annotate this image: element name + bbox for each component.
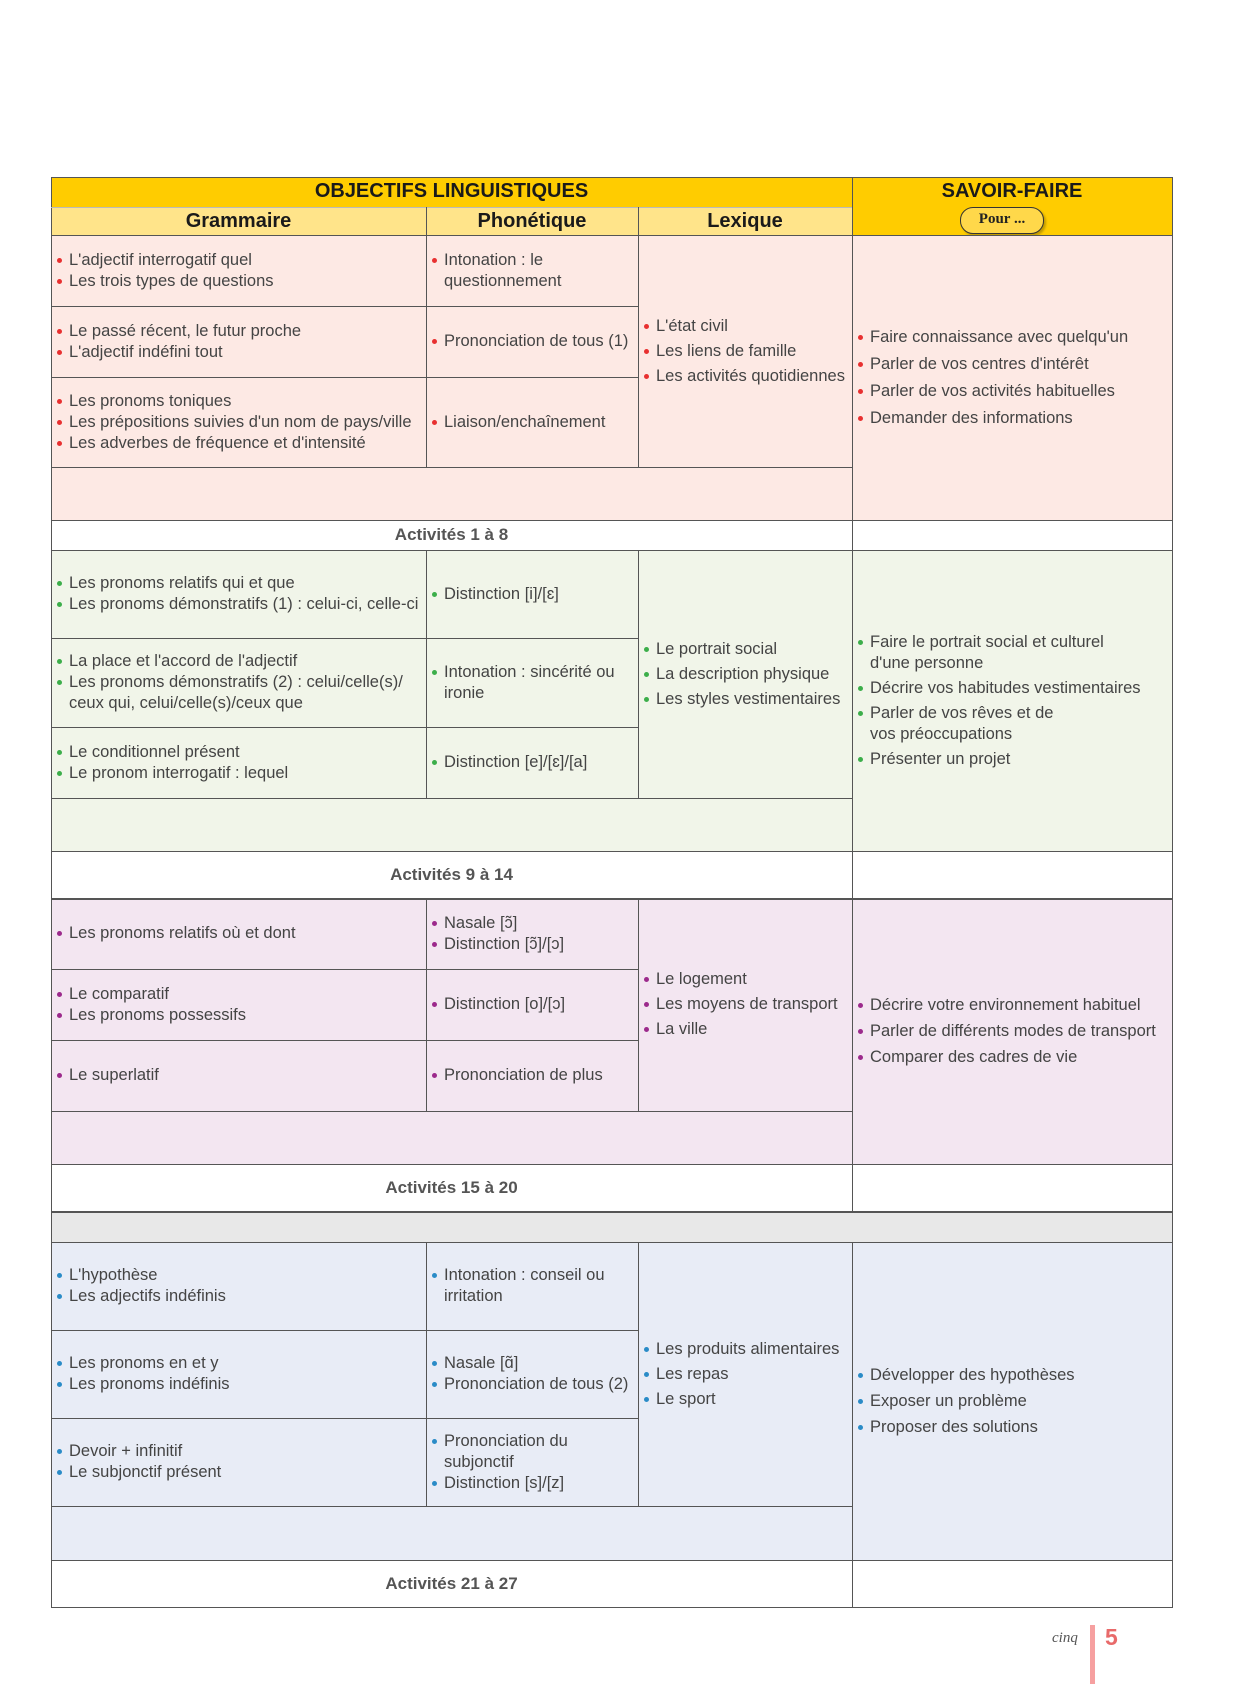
s3-phonetique-row-1 [426, 898, 638, 969]
list-item: Les adjectifs indéfinis [57, 1286, 426, 1307]
list-item: Les pronoms indéfinis [57, 1374, 426, 1395]
section-4-header-band [51, 1212, 1172, 1242]
list-item: Présenter un projet [858, 749, 1172, 770]
list-item: Distinction [o]/[ɔ] [432, 994, 638, 1015]
list-item: Distinction [e]/[ɛ]/[a] [432, 752, 638, 773]
list-item: Parler de vos rêves et de vos préoccupations [858, 703, 1070, 745]
list-item: Nasale [ɑ̃] [432, 1353, 638, 1374]
list-item: Proposer des solutions [858, 1414, 1172, 1440]
s1-phonetique-row-3 [426, 377, 638, 467]
column-header-grammaire: Grammaire [185, 210, 292, 232]
pour-badge: Pour ... [960, 207, 1044, 234]
activites-label: Activités 15 à 20 [385, 1177, 518, 1197]
list-item: Le conditionnel présent [57, 742, 426, 763]
s2-grammaire-row-1 [51, 550, 426, 638]
list-item: Intonation : conseil ou irritation [432, 1265, 614, 1307]
list-item: Les trois types de questions [57, 271, 426, 292]
s3-grammaire-row-1 [51, 898, 426, 969]
header-savoir-faire-title: SAVOIR-FAIRE [941, 180, 1083, 202]
list-item: Exposer un problème [858, 1388, 1172, 1414]
list-item: Les styles vestimentaires [644, 687, 852, 712]
list-item: L'hypothèse [57, 1265, 426, 1286]
list-item: Parler de vos activités habituelles [858, 378, 1172, 405]
list-item: Les moyens de transport [644, 992, 852, 1017]
s3-lexique [638, 898, 852, 1111]
list-item: La ville [644, 1017, 852, 1042]
list-item: Les liens de famille [644, 339, 852, 364]
activites-label: Activités 1 à 8 [394, 525, 509, 544]
s2-phonetique-row-1 [426, 550, 638, 638]
s4-phonetique-row-3 [426, 1418, 638, 1506]
activites-label: Activités 9 à 14 [390, 864, 513, 884]
list-item: Les pronoms toniques [57, 391, 426, 412]
footer-divider [1090, 1625, 1095, 1684]
list-item: Le pronom interrogatif : lequel [57, 763, 426, 784]
list-item: Liaison/enchaînement [432, 412, 638, 433]
list-item: Faire le portrait social et culturel d'une personne [858, 632, 1130, 674]
s4-savoir-faire [852, 1242, 1172, 1560]
s1-savoir-faire [852, 235, 1172, 520]
list-item: Intonation : le questionnement [432, 250, 584, 292]
list-item: Distinction [s]/[z] [432, 1473, 638, 1494]
list-item: Décrire vos habitudes vestimentaires [858, 678, 1172, 699]
list-item: La place et l'accord de l'adjectif [57, 651, 426, 672]
page-number: 5 [1105, 1624, 1118, 1650]
list-item: Le superlatif [57, 1065, 426, 1086]
s4-phonetique-row-1 [426, 1242, 638, 1330]
page-number-word: cinq [1052, 1630, 1078, 1646]
list-item: L'état civil [644, 314, 852, 339]
list-item: Les prépositions suivies d'un nom de pays/ville [57, 412, 426, 433]
list-item: Développer des hypothèses [858, 1362, 1172, 1388]
list-item: Parler de vos centres d'intérêt [858, 351, 1172, 378]
list-item: Le passé récent, le futur proche [57, 321, 426, 342]
s2-grammaire-row-3 [51, 727, 426, 798]
list-item: Prononciation de tous (2) [432, 1374, 638, 1395]
list-item: Devoir + infinitif [57, 1441, 426, 1462]
s1-phonetique-row-2 [426, 306, 638, 377]
s1-grammaire-row-3 [51, 377, 426, 467]
s3-grammaire-row-3 [51, 1040, 426, 1111]
list-item: Décrire votre environnement habituel [858, 992, 1172, 1018]
list-item: Demander des informations [858, 405, 1172, 432]
s4-grammaire-row-2 [51, 1330, 426, 1418]
s3-phonetique-row-3 [426, 1040, 638, 1111]
list-item: Prononciation du subjonctif [432, 1431, 574, 1473]
list-item: L'adjectif indéfini tout [57, 342, 426, 363]
list-item: Les pronoms en et y [57, 1353, 426, 1374]
list-item: Nasale [ɔ̃] [432, 913, 638, 934]
list-item: Les pronoms possessifs [57, 1005, 426, 1026]
s2-savoir-faire [852, 550, 1172, 851]
s1-lexique [638, 235, 852, 467]
list-item: Distinction [ɔ̃]/[ɔ] [432, 934, 638, 955]
list-item: Parler de différents modes de transport [858, 1018, 1172, 1044]
list-item: Les repas [644, 1362, 852, 1387]
list-item: Les produits alimentaires [644, 1337, 852, 1362]
list-item: Prononciation de plus [432, 1065, 638, 1086]
s2-phonetique-row-3 [426, 727, 638, 798]
column-header-phonetique: Phonétique [477, 210, 587, 232]
list-item: Les pronoms relatifs qui et que [57, 573, 426, 594]
list-item: Les pronoms démonstratifs (1) : celui-ci, celle-ci [57, 594, 426, 615]
list-item: Le comparatif [57, 984, 426, 1005]
list-item: Distinction [i]/[ɛ] [432, 584, 638, 605]
list-item: Les pronoms relatifs où et dont [57, 923, 426, 944]
list-item: La description physique [644, 662, 852, 687]
s2-grammaire-row-2 [51, 638, 426, 727]
list-item: Les activités quotidiennes [644, 364, 852, 389]
s3-grammaire-row-2 [51, 969, 426, 1040]
list-item: L'adjectif interrogatif quel [57, 250, 426, 271]
s3-savoir-faire [852, 898, 1172, 1164]
s4-phonetique-row-2 [426, 1330, 638, 1418]
header-objectifs-title: OBJECTIFS LINGUISTIQUES [314, 180, 589, 202]
s4-lexique [638, 1242, 852, 1506]
list-item: Faire connaissance avec quelqu'un [858, 324, 1172, 351]
s4-grammaire-row-3 [51, 1418, 426, 1506]
list-item: Les pronoms démonstratifs (2) : celui/celle(s)/ ceux qui, celui/celle(s)/ceux que [57, 672, 409, 714]
s4-grammaire-row-1 [51, 1242, 426, 1330]
list-item: Le logement [644, 967, 852, 992]
activites-label: Activités 21 à 27 [385, 1573, 518, 1593]
list-item: Prononciation de tous (1) [432, 331, 638, 352]
list-item: Intonation : sincérité ou ironie [432, 662, 624, 704]
s1-grammaire-row-1 [51, 235, 426, 306]
list-item: Le sport [644, 1387, 852, 1412]
s2-phonetique-row-2 [426, 638, 638, 727]
list-item: Le subjonctif présent [57, 1462, 426, 1483]
list-item: Comparer des cadres de vie [858, 1044, 1172, 1070]
column-header-lexique: Lexique [707, 210, 783, 232]
s1-phonetique-row-1 [426, 235, 638, 306]
list-item: Les adverbes de fréquence et d'intensité [57, 433, 426, 454]
s2-lexique [638, 550, 852, 798]
s3-phonetique-row-2 [426, 969, 638, 1040]
list-item: Le portrait social [644, 637, 852, 662]
s1-grammaire-row-2 [51, 306, 426, 377]
